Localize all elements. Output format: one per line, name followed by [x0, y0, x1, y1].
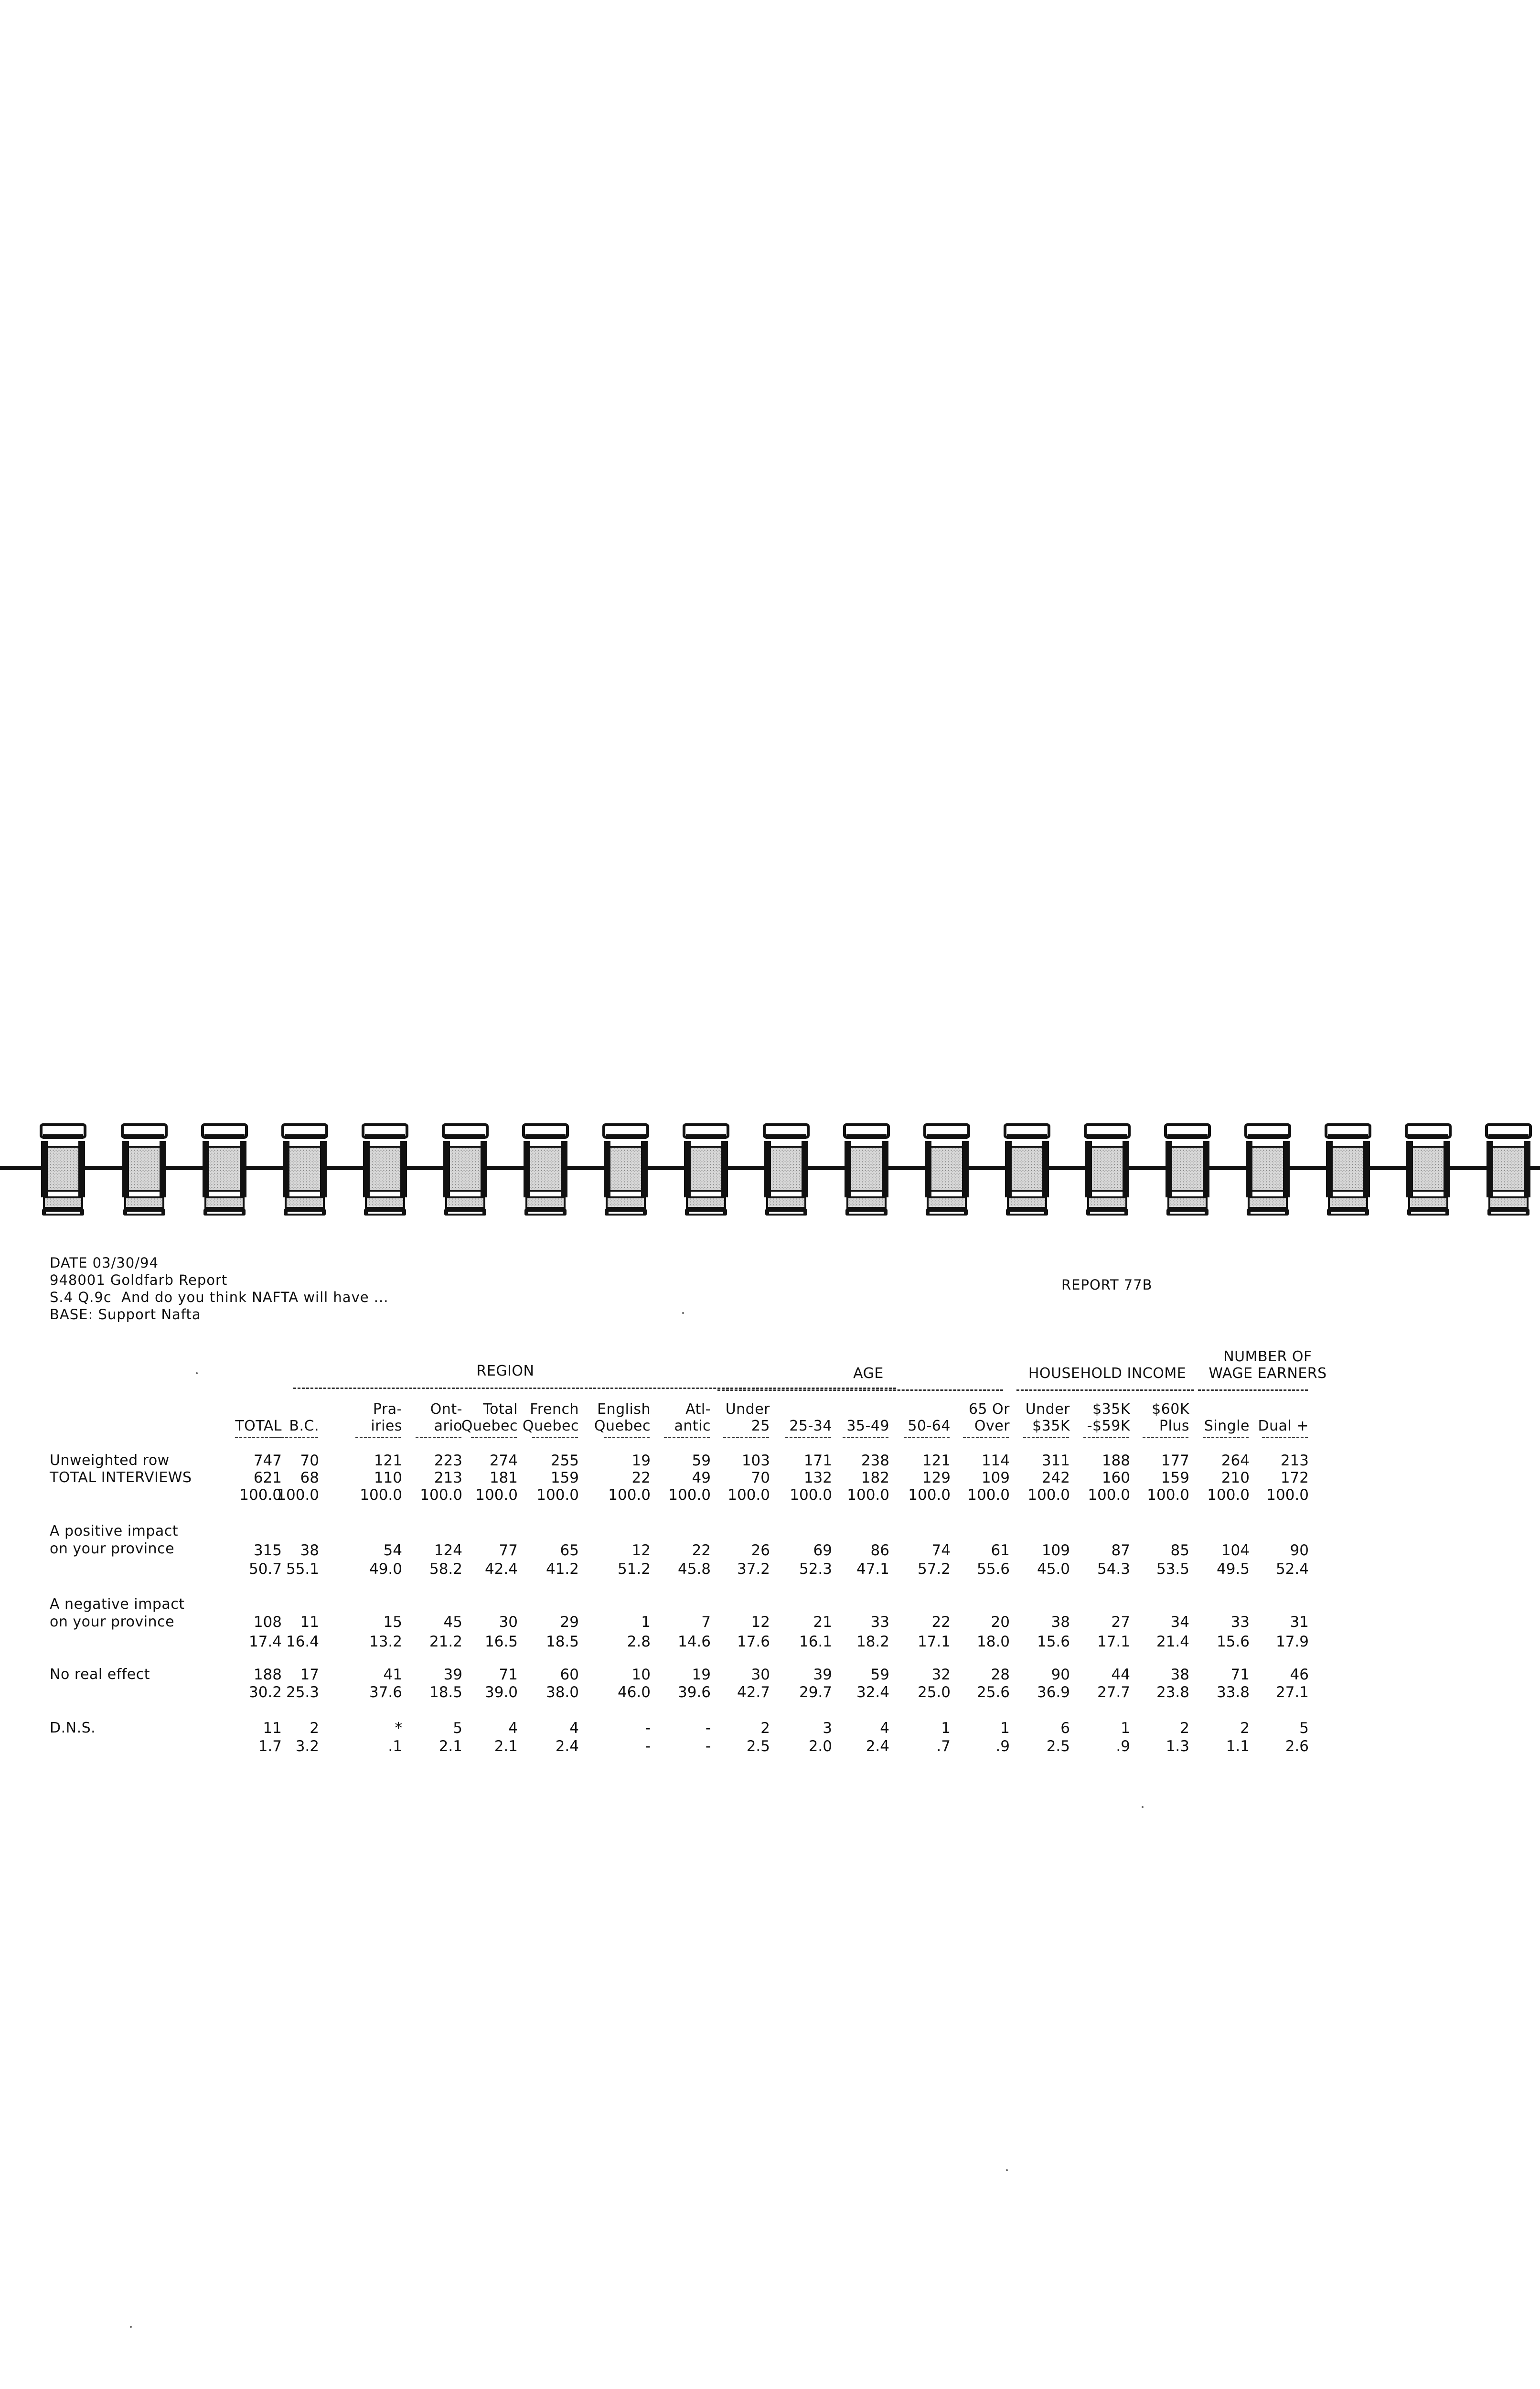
cell-percent: 100.0	[239, 1486, 282, 1504]
cell-count: 3	[823, 1720, 832, 1737]
cell-percent: 27.7	[1097, 1684, 1130, 1701]
cell-percent: .9	[995, 1738, 1010, 1755]
cell-count: 159	[1161, 1469, 1189, 1486]
column-header-line2: Quebec	[461, 1418, 518, 1434]
cell-count: 2	[1180, 1720, 1189, 1737]
cell-count: 31	[1290, 1614, 1309, 1631]
cell-percent: 51.2	[617, 1560, 651, 1578]
cell-percent: 100.0	[847, 1486, 889, 1504]
column-underline	[532, 1437, 578, 1438]
cell-count: -	[705, 1720, 711, 1737]
cell-count: 103	[741, 1452, 770, 1469]
column-underline	[1023, 1437, 1069, 1438]
cell-count: 32	[931, 1666, 951, 1683]
cell-percent: 25.3	[286, 1684, 319, 1701]
cell-percent: 100.0	[536, 1486, 579, 1504]
cell-count: 59	[692, 1452, 711, 1469]
cell-count: 110	[374, 1469, 402, 1486]
cell-count: 177	[1161, 1452, 1189, 1469]
cell-count: 1	[641, 1614, 651, 1631]
column-underline	[416, 1437, 461, 1438]
cell-percent: 42.7	[737, 1684, 770, 1701]
cell-percent: 23.8	[1156, 1684, 1189, 1701]
question-text: S.4 Q.9c And do you think NAFTA will have ...	[50, 1289, 389, 1305]
base-text: BASE: Support Nafta	[50, 1306, 201, 1323]
cell-count: 19	[692, 1666, 711, 1683]
cell-count: 59	[870, 1666, 889, 1683]
cell-percent: 41.2	[545, 1560, 579, 1578]
column-header-line2: Plus	[1159, 1418, 1189, 1434]
column-underline	[272, 1437, 318, 1438]
cell-percent: 100.0	[475, 1486, 518, 1504]
cell-percent: 2.5	[746, 1738, 770, 1755]
cell-percent: 30.2	[248, 1684, 282, 1701]
cell-percent: 100.0	[420, 1486, 462, 1504]
cell-count: 210	[1221, 1469, 1250, 1486]
cell-percent: 54.3	[1097, 1560, 1130, 1578]
cell-count: 242	[1041, 1469, 1070, 1486]
cell-percent: 17.1	[917, 1633, 951, 1650]
cell-percent: 18.0	[976, 1633, 1010, 1650]
cell-percent: 25.0	[917, 1684, 951, 1701]
cell-count: 171	[803, 1452, 832, 1469]
cell-percent: 25.6	[976, 1684, 1010, 1701]
column-header-line1: $60K	[1152, 1401, 1189, 1418]
cell-count: 15	[383, 1614, 402, 1631]
cell-count: 71	[499, 1666, 518, 1683]
column-header-line2: Over	[974, 1418, 1010, 1434]
cell-count: 172	[1280, 1469, 1309, 1486]
cell-count: 74	[931, 1542, 951, 1559]
cell-count: 238	[861, 1452, 889, 1469]
cell-count: 1	[941, 1720, 951, 1737]
cell-percent: 100.0	[1027, 1486, 1070, 1504]
cell-percent: 58.2	[429, 1560, 462, 1578]
cell-percent: 17.4	[248, 1633, 282, 1650]
cell-percent: 49.5	[1216, 1560, 1250, 1578]
cell-count: 20	[991, 1614, 1010, 1631]
cell-count: 182	[861, 1469, 889, 1486]
cell-count: 7	[701, 1614, 711, 1631]
cell-count: 65	[560, 1542, 579, 1559]
cell-percent: 36.9	[1037, 1684, 1070, 1701]
column-header-line1: French	[530, 1401, 579, 1418]
cell-percent: 55.1	[286, 1560, 319, 1578]
cell-percent: 17.1	[1097, 1633, 1130, 1650]
cell-count: 5	[1299, 1720, 1309, 1737]
group-age: AGE	[853, 1365, 884, 1382]
cell-percent: 45.0	[1037, 1560, 1070, 1578]
cell-count: 46	[1290, 1666, 1309, 1683]
column-header-line2: Dual +	[1258, 1418, 1309, 1434]
column-header-line2: B.C.	[289, 1418, 319, 1434]
column-header-line1: Under	[1025, 1401, 1070, 1418]
cell-count: 33	[1230, 1614, 1250, 1631]
row-label: TOTAL INTERVIEWS	[50, 1469, 192, 1486]
column-header-line2: antic	[674, 1418, 711, 1434]
cell-count: 39	[443, 1666, 462, 1683]
cell-percent: 37.2	[737, 1560, 770, 1578]
cell-percent: 42.4	[484, 1560, 518, 1578]
column-header-line1: Atl-	[685, 1401, 711, 1418]
column-header-line2: 25-34	[789, 1418, 832, 1434]
scan-speck	[1142, 1806, 1144, 1808]
cell-count: 129	[922, 1469, 951, 1486]
cell-count: 4	[508, 1720, 518, 1737]
cell-count: 54	[383, 1542, 402, 1559]
cell-count: 124	[434, 1542, 462, 1559]
column-header-line1: Under	[725, 1401, 770, 1418]
cell-percent: 2.1	[494, 1738, 518, 1755]
cell-count: 132	[803, 1469, 832, 1486]
cell-count: 45	[443, 1614, 462, 1631]
cell-percent: 14.6	[677, 1633, 711, 1650]
scan-speck	[196, 1372, 198, 1374]
column-underline	[1203, 1437, 1249, 1438]
column-underline	[963, 1437, 1009, 1438]
cell-count: 22	[931, 1614, 951, 1631]
cell-percent: .1	[388, 1738, 402, 1755]
cell-percent: 39.6	[677, 1684, 711, 1701]
cell-count: 71	[1230, 1666, 1250, 1683]
column-header-line2: 25	[751, 1418, 770, 1434]
cell-percent: 16.4	[286, 1633, 319, 1650]
scan-speck	[130, 2326, 132, 2328]
cell-percent: 3.2	[295, 1738, 319, 1755]
cell-percent: -	[705, 1738, 711, 1755]
cell-count: 5	[453, 1720, 462, 1737]
column-header-line2: iries	[371, 1418, 402, 1434]
scan-speck	[682, 1312, 684, 1314]
column-header-line1: Ont-	[430, 1401, 462, 1418]
cell-count: 34	[1170, 1614, 1189, 1631]
group-income: HOUSEHOLD INCOME	[1028, 1365, 1187, 1382]
cell-percent: 100.0	[608, 1486, 651, 1504]
cell-percent: 38.0	[545, 1684, 579, 1701]
cell-percent: 47.1	[856, 1560, 889, 1578]
earners-underline	[1198, 1389, 1308, 1391]
cell-percent: .7	[936, 1738, 951, 1755]
cell-count: 621	[253, 1469, 282, 1486]
cell-count: 68	[300, 1469, 319, 1486]
cell-percent: .9	[1116, 1738, 1130, 1755]
row-label: on your province	[50, 1614, 175, 1630]
cell-count: 69	[813, 1542, 832, 1559]
cell-count: 213	[1280, 1452, 1309, 1469]
cell-count: 747	[253, 1452, 282, 1469]
row-label: Unweighted row	[50, 1452, 170, 1469]
cell-percent: 52.4	[1275, 1560, 1309, 1578]
cell-count: 12	[631, 1542, 651, 1559]
cell-count: 38	[1051, 1614, 1070, 1631]
row-label: No real effect	[50, 1666, 150, 1683]
cell-count: 315	[253, 1542, 282, 1559]
cell-percent: 29.7	[799, 1684, 832, 1701]
cell-percent: 33.8	[1216, 1684, 1250, 1701]
group-region: REGION	[476, 1363, 535, 1379]
cell-percent: 57.2	[917, 1560, 951, 1578]
cell-percent: 100.0	[1266, 1486, 1309, 1504]
age-underline	[717, 1389, 1003, 1391]
cell-count: 181	[489, 1469, 518, 1486]
spiral-binding	[0, 1118, 1540, 1242]
column-underline	[604, 1437, 650, 1438]
cell-count: 33	[870, 1614, 889, 1631]
cell-count: 27	[1111, 1614, 1130, 1631]
report-date: DATE 03/30/94	[50, 1255, 159, 1271]
cell-percent: -	[645, 1738, 651, 1755]
cell-count: 114	[981, 1452, 1010, 1469]
cell-percent: 18.5	[429, 1684, 462, 1701]
cell-percent: 100.0	[1147, 1486, 1189, 1504]
cell-count: 311	[1041, 1452, 1070, 1469]
cell-count: 17	[300, 1666, 319, 1683]
row-label: on your province	[50, 1540, 175, 1557]
cell-count: 85	[1170, 1542, 1189, 1559]
column-underline	[471, 1437, 517, 1438]
cell-count: 30	[751, 1666, 770, 1683]
cell-percent: 27.1	[1275, 1684, 1309, 1701]
cell-percent: 1.3	[1166, 1738, 1189, 1755]
cell-percent: 2.1	[438, 1738, 462, 1755]
cell-count: 121	[374, 1452, 402, 1469]
cell-count: 1	[1121, 1720, 1130, 1737]
column-header-line2: 35-49	[846, 1418, 889, 1434]
column-underline	[664, 1437, 710, 1438]
group-earners-line2: WAGE EARNERS	[1208, 1365, 1327, 1382]
cell-count: 26	[751, 1542, 770, 1559]
cell-count: 223	[434, 1452, 462, 1469]
cell-count: 41	[383, 1666, 402, 1683]
column-header-line1: 65 Or	[968, 1401, 1010, 1418]
cell-count: 213	[434, 1469, 462, 1486]
cell-percent: 16.5	[484, 1633, 518, 1650]
cell-count: 38	[300, 1542, 319, 1559]
cell-count: 264	[1221, 1452, 1250, 1469]
cell-count: 49	[692, 1469, 711, 1486]
cell-percent: 17.9	[1275, 1633, 1309, 1650]
cell-percent: 100.0	[1088, 1486, 1130, 1504]
cell-count: 61	[991, 1542, 1010, 1559]
region-underline	[293, 1388, 896, 1389]
cell-percent: 50.7	[248, 1560, 282, 1578]
cell-count: 29	[560, 1614, 579, 1631]
cell-percent: 39.0	[484, 1684, 518, 1701]
cell-percent: 1.7	[258, 1738, 282, 1755]
cell-percent: 37.6	[369, 1684, 402, 1701]
scan-speck	[1006, 2169, 1008, 2171]
cell-count: 39	[813, 1666, 832, 1683]
cell-count: 188	[1102, 1452, 1130, 1469]
cell-count: 2	[310, 1720, 319, 1737]
cell-count: -	[645, 1720, 651, 1737]
cell-percent: 21.2	[429, 1633, 462, 1650]
cell-percent: 100.0	[908, 1486, 951, 1504]
row-label: D.N.S.	[50, 1720, 96, 1736]
cell-percent: 52.3	[799, 1560, 832, 1578]
column-header-line2: -$59K	[1087, 1418, 1130, 1434]
cell-percent: 100.0	[277, 1486, 319, 1504]
column-underline	[1262, 1437, 1308, 1438]
column-header-line2: ario	[434, 1418, 462, 1434]
cell-count: 109	[981, 1469, 1010, 1486]
column-header-line2: 50-64	[908, 1418, 951, 1434]
column-header-line2: Quebec	[594, 1418, 651, 1434]
cell-count: 70	[300, 1452, 319, 1469]
column-header-line2: Quebec	[522, 1418, 579, 1434]
column-header-line1: English	[597, 1401, 651, 1418]
cell-percent: 1.1	[1226, 1738, 1250, 1755]
cell-percent: 15.6	[1216, 1633, 1250, 1650]
cell-percent: 16.1	[799, 1633, 832, 1650]
cell-percent: 100.0	[727, 1486, 770, 1504]
cell-count: 86	[870, 1542, 889, 1559]
cell-count: 90	[1051, 1666, 1070, 1683]
cell-count: 255	[550, 1452, 579, 1469]
cell-count: 159	[550, 1469, 579, 1486]
cell-percent: 100.0	[967, 1486, 1010, 1504]
cell-count: 1	[1000, 1720, 1010, 1737]
column-underline	[843, 1437, 888, 1438]
cell-percent: 100.0	[1207, 1486, 1250, 1504]
cell-percent: 53.5	[1156, 1560, 1189, 1578]
cell-percent: 46.0	[617, 1684, 651, 1701]
cell-percent: 17.6	[737, 1633, 770, 1650]
group-earners-line1: NUMBER OF	[1223, 1348, 1312, 1365]
cell-count: 104	[1221, 1542, 1250, 1559]
cell-count: 77	[499, 1542, 518, 1559]
cell-percent: 2.0	[808, 1738, 832, 1755]
cell-count: 21	[813, 1614, 832, 1631]
cell-count: 38	[1170, 1666, 1189, 1683]
cell-count: 22	[692, 1542, 711, 1559]
cell-percent: 21.4	[1156, 1633, 1189, 1650]
cell-percent: 100.0	[360, 1486, 402, 1504]
cell-percent: 2.4	[866, 1738, 889, 1755]
cell-percent: 18.5	[545, 1633, 579, 1650]
cell-count: 28	[991, 1666, 1010, 1683]
column-header-line1: Pra-	[373, 1401, 402, 1418]
column-header-line2: TOTAL	[235, 1418, 282, 1434]
cell-percent: 2.4	[555, 1738, 579, 1755]
report-name: 948001 Goldfarb Report	[50, 1272, 228, 1288]
cell-count: 44	[1111, 1666, 1130, 1683]
cell-percent: 100.0	[790, 1486, 832, 1504]
cell-count: 6	[1060, 1720, 1070, 1737]
column-underline	[904, 1437, 950, 1438]
cell-count: *	[395, 1720, 402, 1737]
cell-count: 70	[751, 1469, 770, 1486]
cell-count: 60	[560, 1666, 579, 1683]
cell-count: 11	[300, 1614, 319, 1631]
cell-percent: 13.2	[369, 1633, 402, 1650]
cell-percent: 2.6	[1285, 1738, 1309, 1755]
column-underline	[1143, 1437, 1188, 1438]
cell-percent: 55.6	[976, 1560, 1010, 1578]
cell-percent: 15.6	[1037, 1633, 1070, 1650]
cell-percent: 2.5	[1046, 1738, 1070, 1755]
cell-count: 2	[760, 1720, 770, 1737]
cell-count: 188	[253, 1666, 282, 1683]
column-underline	[785, 1437, 831, 1438]
cell-count: 108	[253, 1614, 282, 1631]
column-header-line1: $35K	[1092, 1401, 1130, 1418]
cell-count: 12	[751, 1614, 770, 1631]
cell-count: 4	[569, 1720, 579, 1737]
cell-percent: 2.8	[627, 1633, 651, 1650]
row-label: A negative impact	[50, 1596, 185, 1613]
cell-count: 87	[1111, 1542, 1130, 1559]
cell-count: 22	[631, 1469, 651, 1486]
row-label: A positive impact	[50, 1523, 179, 1539]
cell-count: 30	[499, 1614, 518, 1631]
cell-count: 19	[631, 1452, 651, 1469]
cell-percent: 100.0	[668, 1486, 711, 1504]
cell-percent: 49.0	[369, 1560, 402, 1578]
column-header-line2: $35K	[1032, 1418, 1070, 1434]
report-id: REPORT 77B	[1061, 1277, 1153, 1293]
cell-count: 2	[1240, 1720, 1250, 1737]
cell-count: 4	[880, 1720, 889, 1737]
column-underline	[723, 1437, 769, 1438]
cell-count: 11	[263, 1720, 282, 1737]
column-underline	[1083, 1437, 1129, 1438]
cell-count: 10	[631, 1666, 651, 1683]
column-underline	[355, 1437, 401, 1438]
cell-count: 121	[922, 1452, 951, 1469]
cell-percent: 45.8	[677, 1560, 711, 1578]
cell-count: 109	[1041, 1542, 1070, 1559]
cell-percent: 18.2	[856, 1633, 889, 1650]
cell-count: 90	[1290, 1542, 1309, 1559]
cell-count: 274	[489, 1452, 518, 1469]
cell-count: 160	[1102, 1469, 1130, 1486]
column-header-line1: Total	[483, 1401, 518, 1418]
column-header-line2: Single	[1204, 1418, 1250, 1434]
cell-percent: 32.4	[856, 1684, 889, 1701]
income-underline	[1016, 1389, 1194, 1391]
